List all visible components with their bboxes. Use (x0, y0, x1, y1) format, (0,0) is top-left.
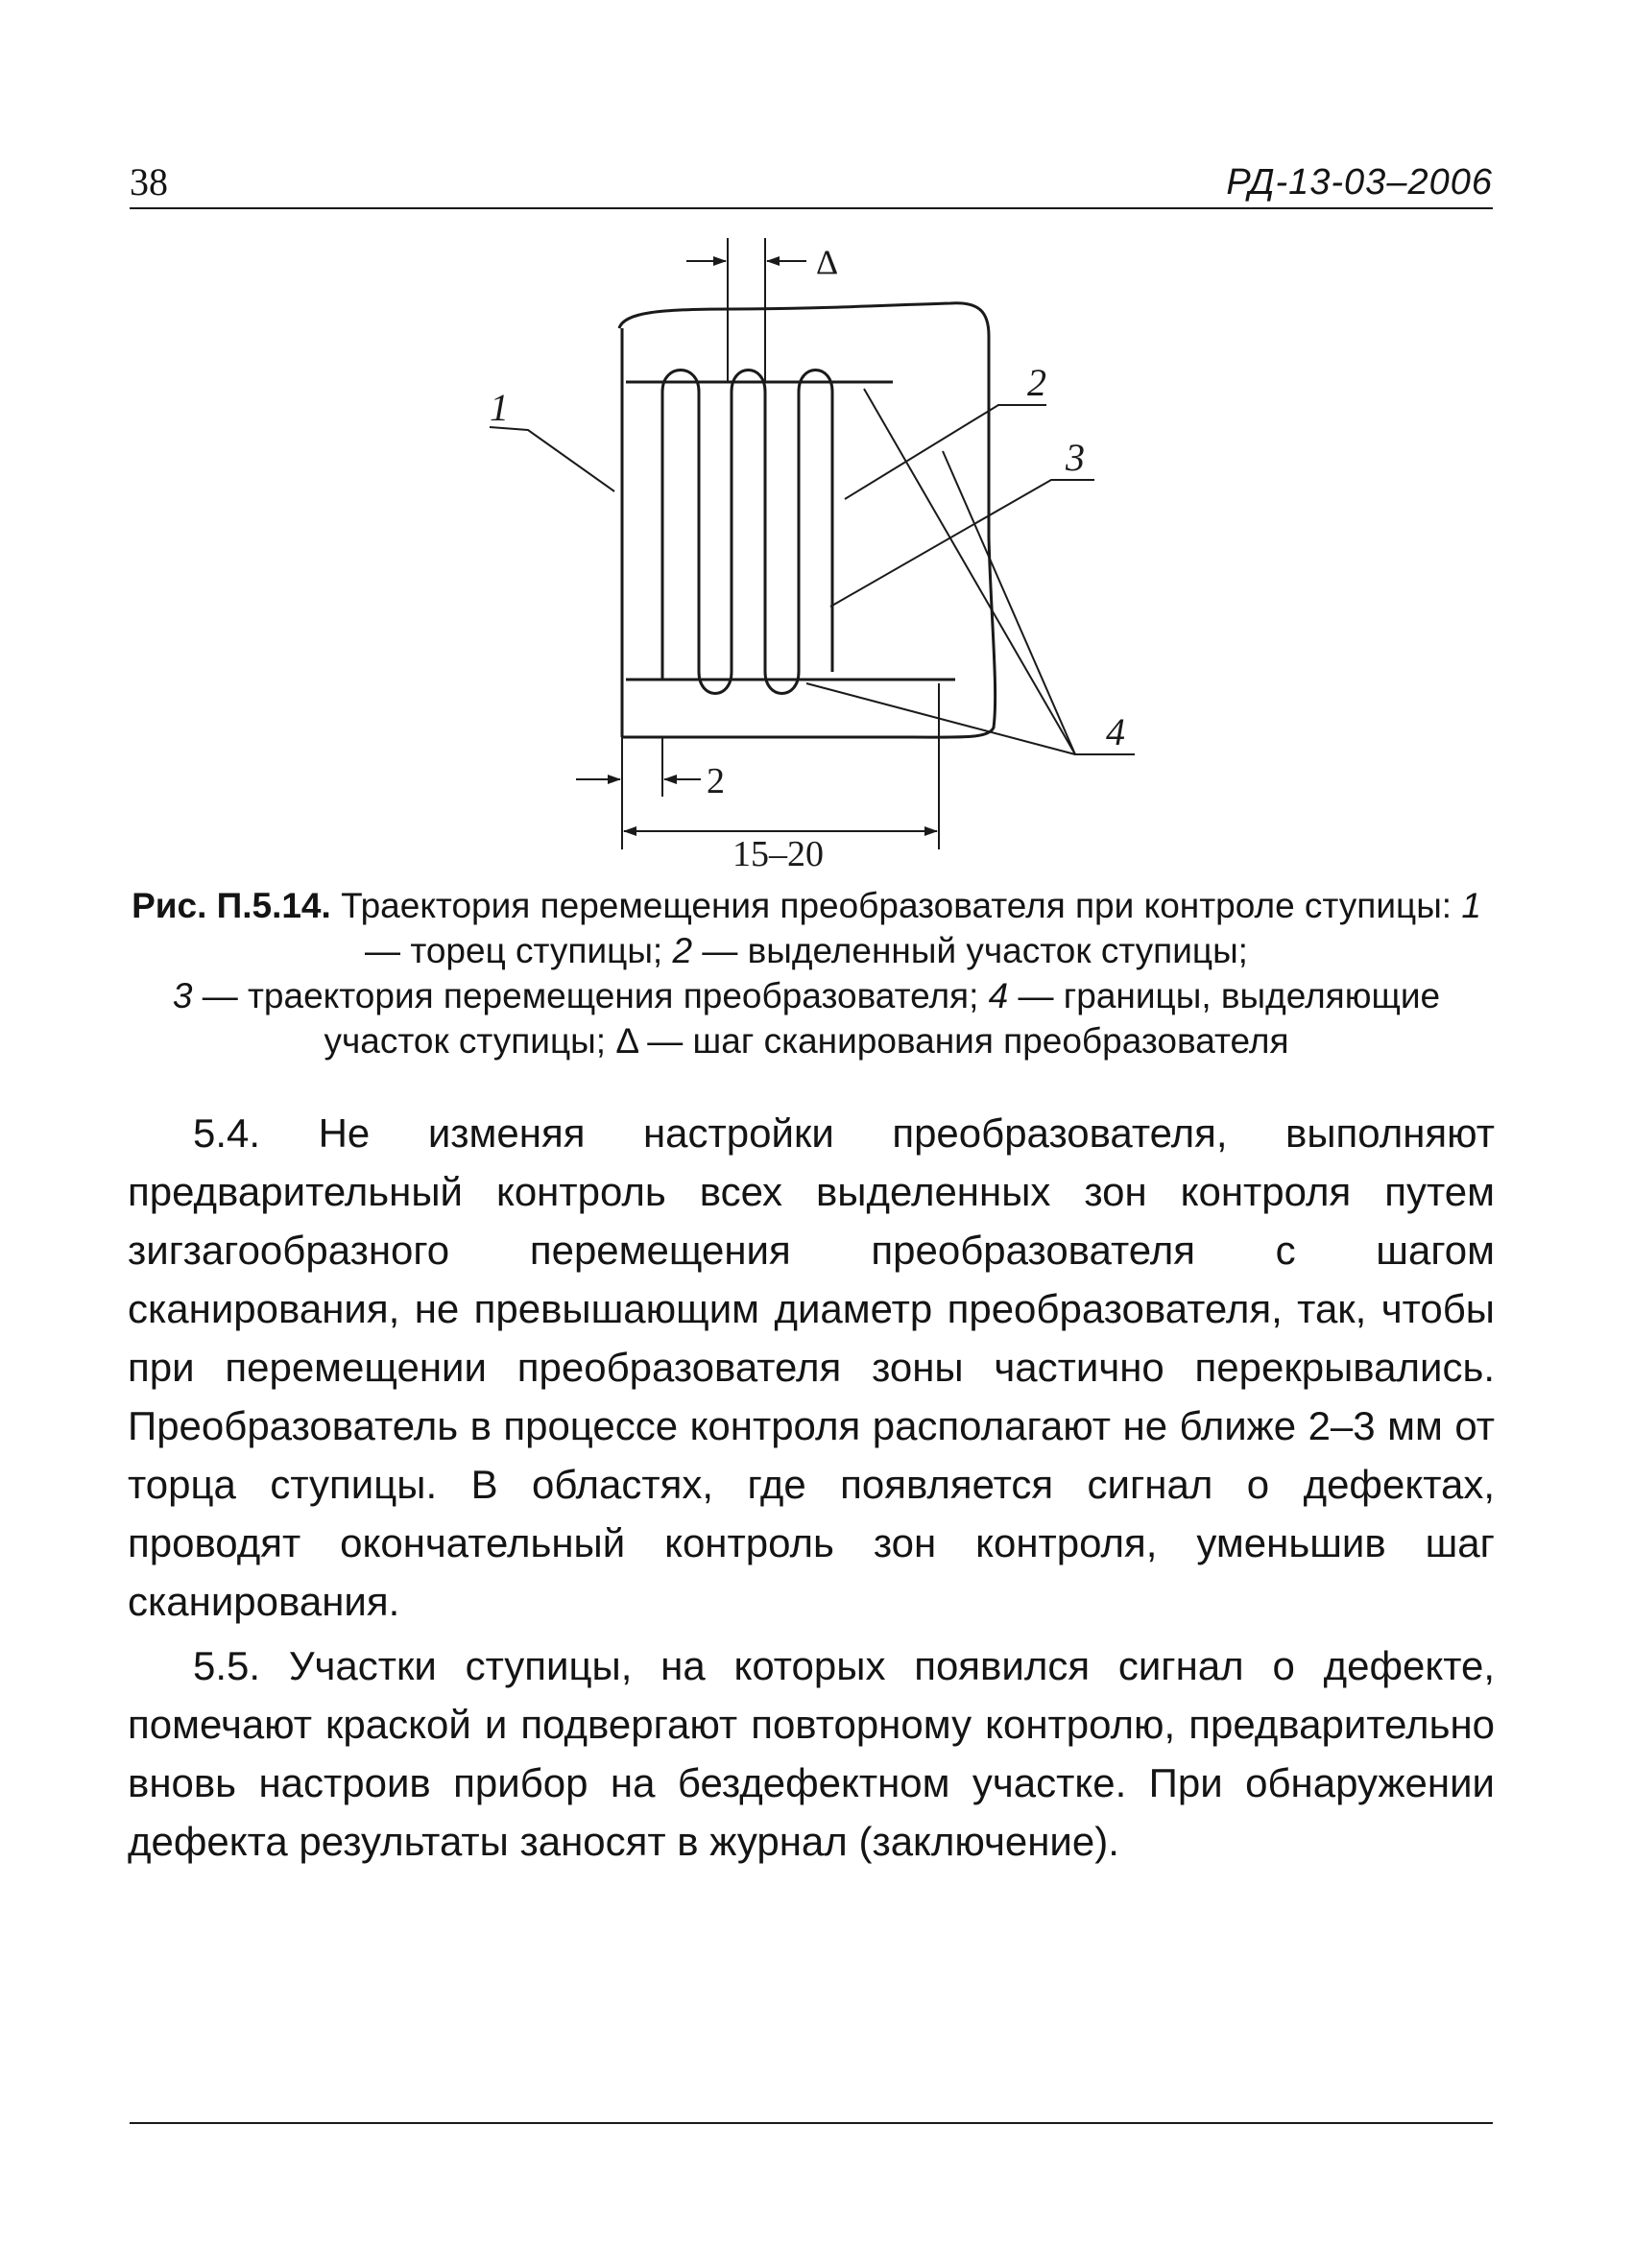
label-offset: 2 (707, 761, 725, 801)
label-width: 15–20 (732, 834, 824, 874)
caption-text-4: — границы, выделяющие участок ступицы; Δ — шаг сканирования преобразователя (324, 976, 1441, 1061)
leader-1 (490, 427, 614, 491)
caption-text-2: — выделенный участок ступицы; (692, 931, 1248, 970)
leader-4b (943, 451, 1075, 754)
caption-text-1: — торец ступицы; (365, 931, 673, 970)
scan-trajectory (662, 370, 832, 694)
leader-3 (830, 480, 1094, 607)
leader-2 (845, 405, 1046, 499)
caption-num-4: 4 (988, 976, 1009, 1015)
label-delta: Δ (816, 243, 839, 281)
caption-title: Траектория перемещения преобразователя при контроле ступицы: (330, 886, 1462, 925)
leader-4a (864, 389, 1135, 754)
caption-num-3: 3 (172, 976, 193, 1015)
paragraph-5-5: 5.5. Участки ступицы, на которых появился сигнал о дефекте, помечают краской и подвергают повторному контролю, предварительно вновь настроив прибор на бездефектном участке. При обнаружении дефекта результаты заносят в журнал (заключение). (128, 1643, 1495, 1864)
hub-outline (619, 303, 996, 737)
leader-4c (806, 683, 1075, 754)
caption-label: Рис. П.5.14. (132, 886, 331, 925)
label-part-4: 4 (1106, 710, 1125, 753)
figure-caption (115, 883, 1498, 1063)
body-text (128, 1104, 1495, 1876)
page-number: 38 (130, 160, 168, 203)
hub-scan-diagram (0, 0, 1632, 888)
label-part-1: 1 (490, 386, 509, 429)
label-part-2: 2 (1027, 361, 1046, 404)
footer-rule (130, 2122, 1493, 2124)
caption-num-2: 2 (672, 931, 693, 970)
label-part-3: 3 (1066, 436, 1085, 479)
caption-num-1: 1 (1461, 886, 1481, 925)
caption-text-3: — траектория перемещения преобразователя; (192, 976, 989, 1015)
document-code: РД-13-03–2006 (1226, 162, 1493, 203)
paragraph-5-4: 5.4. Не изменяя настройки преобразователя, выполняют предварительный контроль всех выделенных зон контроля путем зигзагообразного перемещения преобразователя с шагом сканирования, не превышающим диаметр преобразователя, так, чтобы при перемещении преобразователя зоны частично перекрывались. Преобразователь в процессе контроля располагают не ближе 2–3 мм от торца ступицы. В областях, где появляется сигнал о дефектах, проводят окончательный контроль зон контроля, уменьшив шаг сканирования. (128, 1110, 1495, 1624)
